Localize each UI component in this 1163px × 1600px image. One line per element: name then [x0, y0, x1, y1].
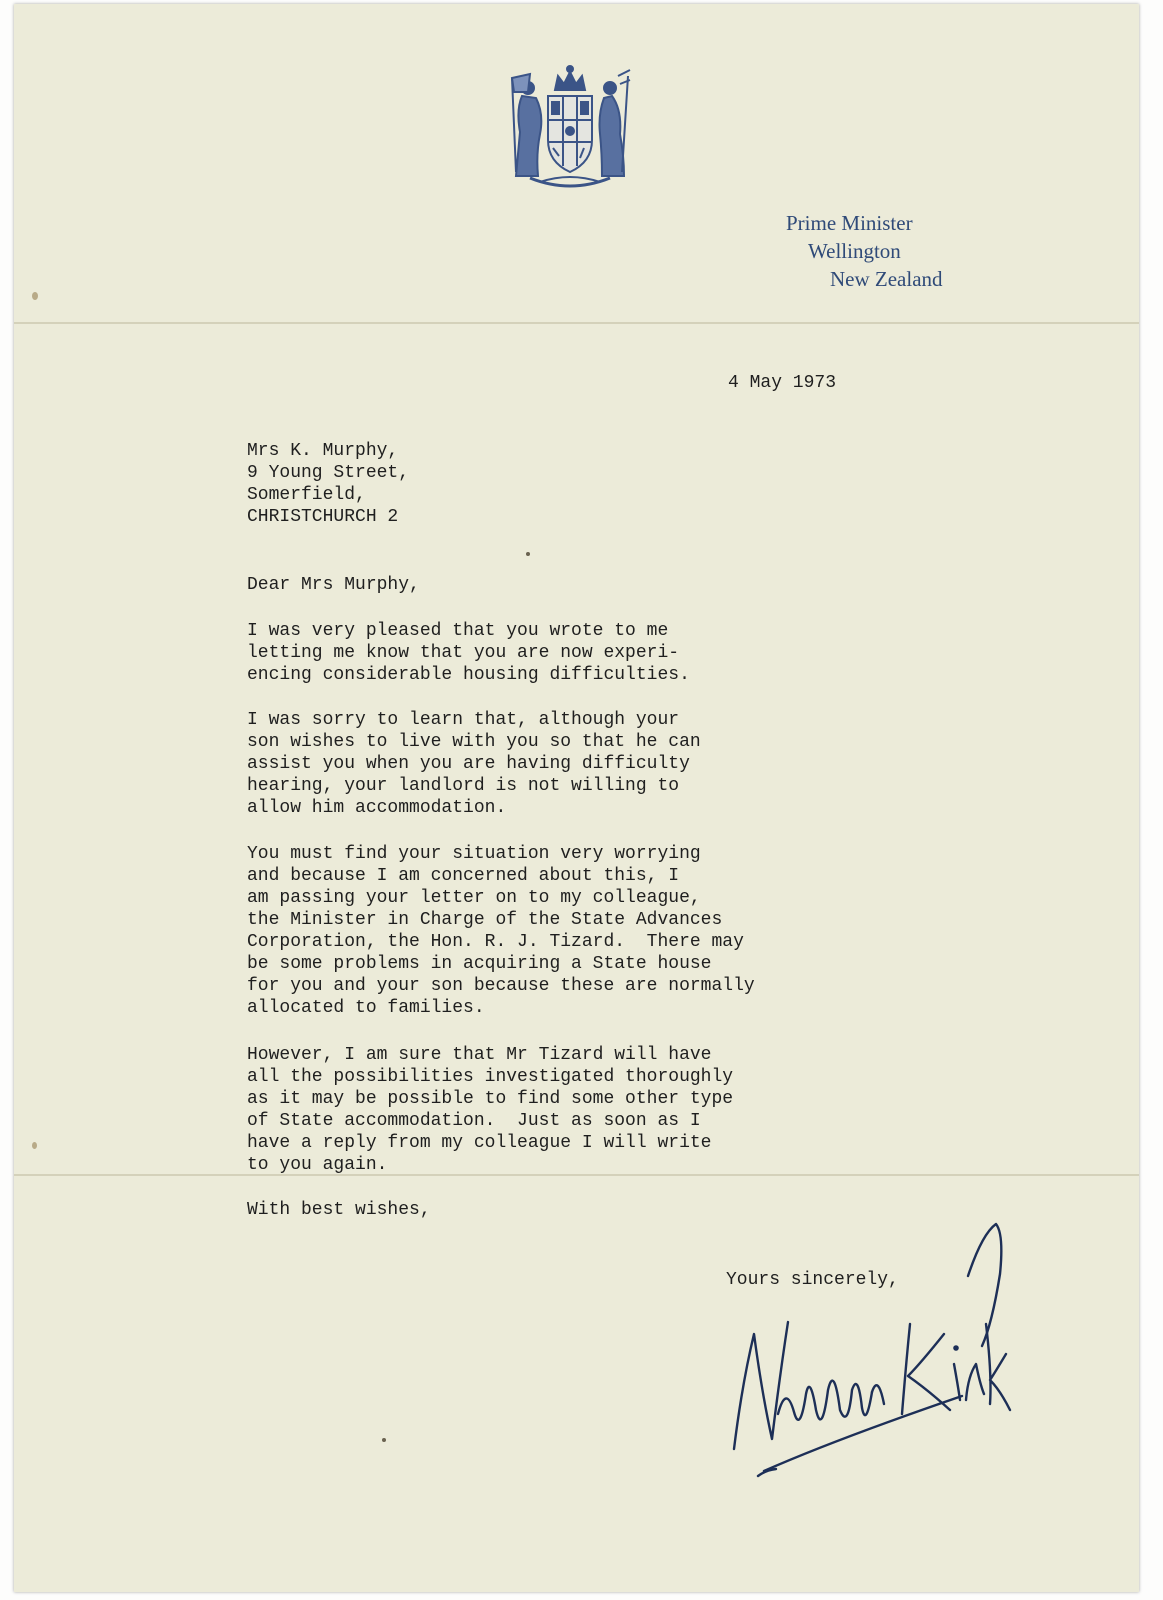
paper-speck — [526, 552, 530, 556]
body-paragraph: I was sorry to learn that, although your son wishes to live with you so that he can assist you when you are having difficulty hearing, your landlord is not willing to allow him accommodation. — [247, 710, 701, 818]
recipient-address — [247, 440, 409, 528]
body-paragraph: However, I am sure that Mr Tizard will have all the possibilities investigated thoroughly as it may be possible to find some other type of State accommodation. Just as soon as I have a reply from my colleague I will write to you again. — [247, 1045, 734, 1175]
closing-line: With best wishes, — [247, 1200, 431, 1220]
body-paragraph: I was very pleased that you wrote to me letting me know that you are now experi- encing considerable housing difficulties. — [247, 621, 690, 685]
letter-sheet — [14, 4, 1139, 1592]
recipient-name: Mrs K. Murphy, — [247, 441, 399, 461]
salutation: Dear Mrs Murphy, — [247, 575, 420, 595]
handwritten-signature — [714, 1214, 1024, 1489]
paper-speck — [382, 1438, 386, 1442]
recipient-suburb: Somerfield, — [247, 485, 366, 505]
new-zealand-coat-of-arms-icon — [500, 62, 640, 192]
letterhead-title: Prime Minister — [786, 211, 913, 235]
paper-speck — [32, 1142, 37, 1149]
letterhead-country: New Zealand — [830, 267, 943, 291]
recipient-city: CHRISTCHURCH 2 — [247, 507, 399, 527]
signoff: Yours sincerely, — [726, 1270, 899, 1290]
recipient-street: 9 Young Street, — [247, 463, 410, 483]
letter-date: 4 May 1973 — [728, 373, 837, 393]
fold-line — [14, 322, 1139, 324]
paper-speck — [32, 292, 38, 300]
body-paragraph: You must find your situation very worrying and because I am concerned about this, I am passing your letter on to my colleague, the Minister in Charge of the State Advances Corporation, the Hon. R. J. Tizard. There may be some problems in acquiring a State house for you and your son because these are normally allocated to families. — [247, 844, 755, 1018]
letterhead-city: Wellington — [808, 239, 901, 263]
